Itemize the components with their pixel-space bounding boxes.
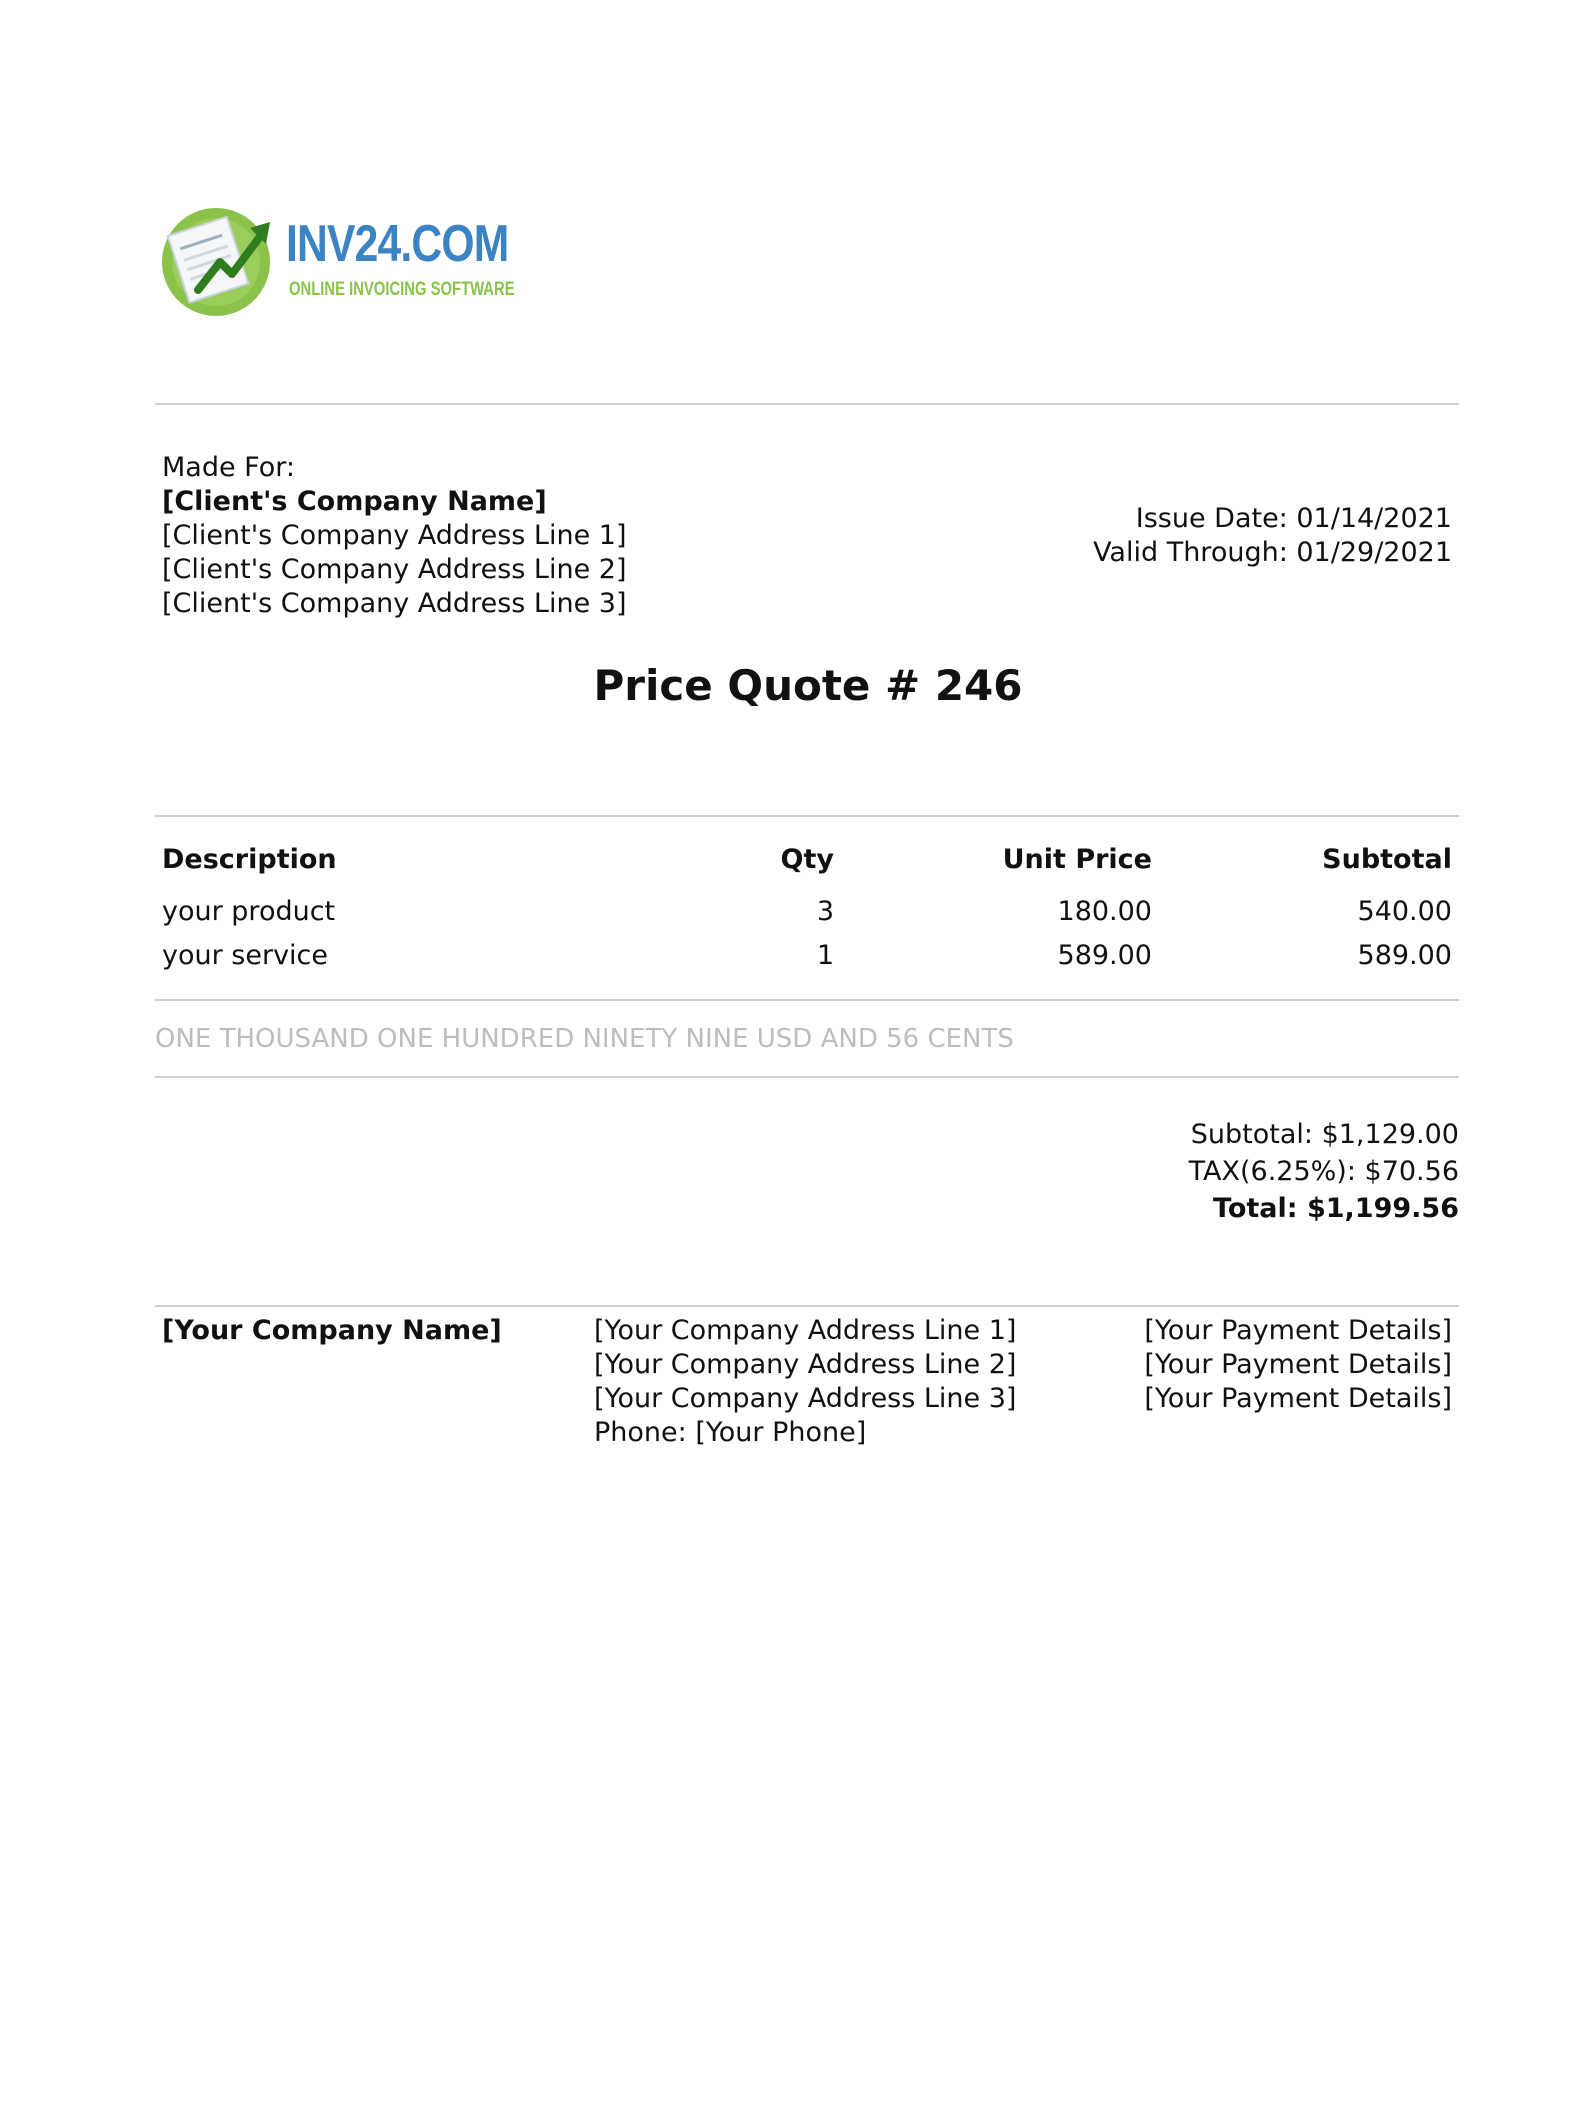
made-for-label: Made For:	[162, 452, 295, 483]
footer-address-line-3: [Your Company Address Line 3]	[594, 1383, 1017, 1414]
footer-company-name: [Your Company Name]	[162, 1315, 502, 1346]
table-row-1-unit-price: 180.00	[1057, 896, 1152, 927]
client-address-line-1: [Client's Company Address Line 1]	[162, 520, 627, 551]
client-address-line-3: [Client's Company Address Line 3]	[162, 588, 627, 619]
valid-through-date: Valid Through: 01/29/2021	[1093, 537, 1452, 568]
logo-subtitle: ONLINE INVOICING SOFTWARE	[289, 279, 515, 300]
client-address-line-2: [Client's Company Address Line 2]	[162, 554, 627, 585]
column-header-qty: Qty	[780, 844, 834, 875]
totals-tax: TAX(6.25%): $70.56	[1188, 1156, 1459, 1187]
document-title: Price Quote # 246	[593, 661, 1023, 710]
totals-subtotal: Subtotal: $1,129.00	[1190, 1119, 1459, 1150]
table-row-2-subtotal: 589.00	[1357, 940, 1452, 971]
words-divider	[155, 1076, 1459, 1078]
footer-payment-details-3: [Your Payment Details]	[1144, 1383, 1452, 1414]
issue-date: Issue Date: 01/14/2021	[1135, 503, 1452, 534]
table-row-1-subtotal: 540.00	[1357, 896, 1452, 927]
header-divider	[155, 403, 1459, 405]
table-row-2-unit-price: 589.00	[1057, 940, 1152, 971]
table-row-2-description: your service	[162, 940, 329, 971]
footer-payment-details-1: [Your Payment Details]	[1144, 1315, 1452, 1346]
table-bottom-divider	[155, 999, 1459, 1001]
table-top-divider	[155, 815, 1459, 817]
company-logo	[158, 198, 523, 323]
client-company-name: [Client's Company Name]	[162, 486, 547, 517]
table-row-1-description: your product	[162, 896, 336, 927]
table-row-1-qty: 3	[816, 896, 834, 927]
invoice-chart-arrow-icon	[158, 198, 278, 318]
footer-address-line-1: [Your Company Address Line 1]	[594, 1315, 1017, 1346]
footer-divider	[155, 1305, 1459, 1307]
table-row-2-qty: 1	[816, 940, 834, 971]
footer-address-line-2: [Your Company Address Line 2]	[594, 1349, 1017, 1380]
amount-in-words: ONE THOUSAND ONE HUNDRED NINETY NINE USD AND 56 CENTS	[155, 1024, 1014, 1054]
column-header-unit-price: Unit Price	[1002, 844, 1152, 875]
footer-phone: Phone: [Your Phone]	[594, 1417, 867, 1448]
column-header-subtotal: Subtotal	[1322, 844, 1452, 875]
logo-title: INV24.COM	[286, 215, 509, 273]
footer-payment-details-2: [Your Payment Details]	[1144, 1349, 1452, 1380]
column-header-description: Description	[162, 844, 337, 875]
totals-grand-total: Total: $1,199.56	[1213, 1193, 1459, 1224]
